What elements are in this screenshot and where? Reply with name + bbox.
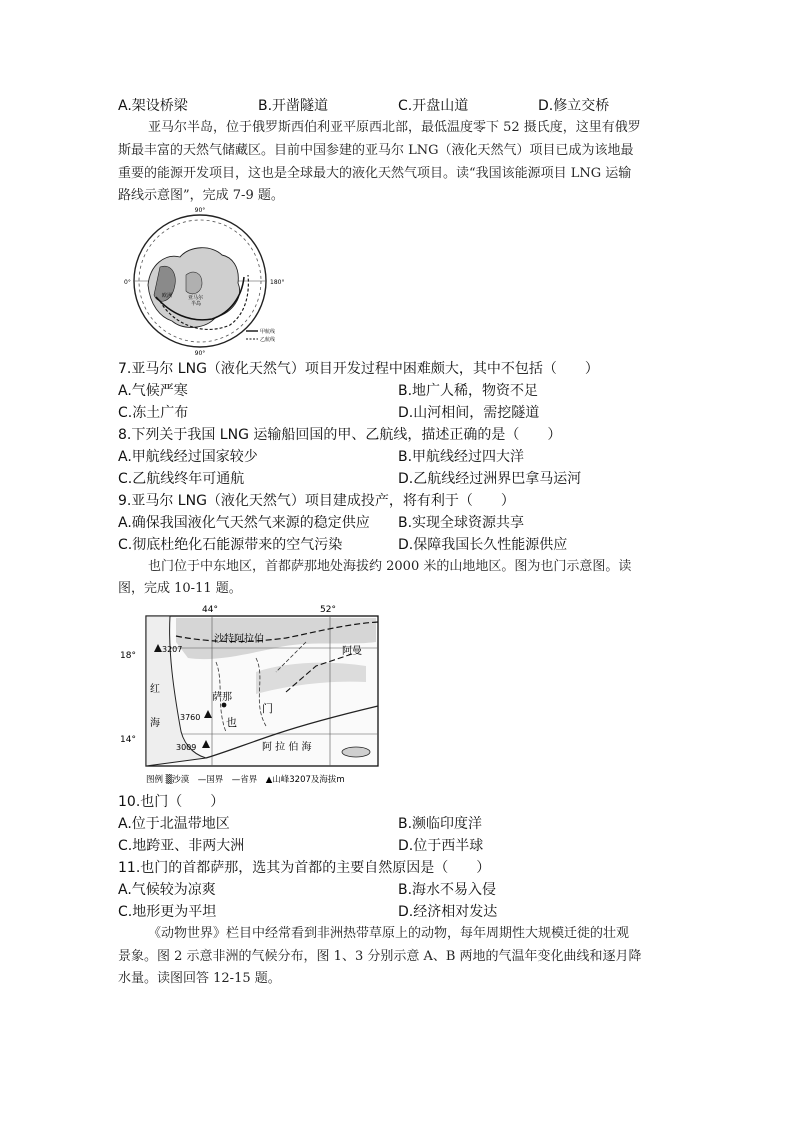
- map1-europe-label: 欧洲: [162, 293, 173, 299]
- passage-7-9-line4: 路线示意图”，完成 7-9 题。: [118, 188, 284, 203]
- map2-saudi-label: 沙特阿拉伯: [214, 634, 264, 645]
- map2-yemen-label-2: 门: [262, 702, 273, 715]
- q11-option-a: A.气候较为凉爽: [118, 882, 216, 898]
- map1-legend-b: 乙航线: [260, 337, 276, 343]
- q11-option-c: C.地形更为平坦: [118, 904, 217, 920]
- q10-stem: 10.也门（ ）: [118, 794, 225, 810]
- q10-option-d: D.位于西半球: [398, 838, 484, 854]
- map2-yemen-label-1: 也: [226, 716, 237, 729]
- lng-route-map: [120, 205, 292, 357]
- map1-legend-a: 甲航线: [260, 329, 276, 335]
- q10-option-a: A.位于北温带地区: [118, 816, 230, 832]
- q8-option-b: B.甲航线经过四大洋: [398, 449, 525, 465]
- map2-arabian-sea-label: 阿 拉 伯 海: [262, 742, 312, 753]
- passage-12-15-line1: 《动物世界》栏目中经常看到非洲热带草原上的动物，每年周期性大规模迁徙的壮观: [148, 926, 630, 941]
- map2-red-sea-label-2: 海: [150, 718, 160, 729]
- passage-12-15-line2: 景象。图 2 示意非洲的气候分布，图 1、3 分别示意 A、B 两地的气温年变化曲线和逐月降: [118, 949, 642, 964]
- map2-lat-14: 14°: [120, 735, 136, 745]
- map2-oman-label: 阿曼: [342, 646, 362, 657]
- q10-option-b: B.濒临印度洋: [398, 816, 483, 832]
- passage-12-15-line3: 水量。读图回答 12-15 题。: [118, 971, 281, 986]
- socotra-island: [342, 747, 370, 757]
- q8-option-c: C.乙航线终年可通航: [118, 471, 245, 487]
- map2-red-sea-label-1: 红: [150, 684, 160, 695]
- q6-option-a: A.架设桥梁: [118, 98, 188, 114]
- q9-option-c: C.彻底杜绝化石能源带来的空气污染: [118, 537, 343, 553]
- map2-sanaa-label: 萨那: [212, 692, 232, 703]
- q8-option-d: D.乙航线经过洲界巴拿马运河: [398, 471, 582, 487]
- q6-option-b: B.开凿隧道: [258, 98, 329, 114]
- map2-peak-3009-label: 3009: [176, 743, 197, 752]
- q10-option-c: C.地跨亚、非两大洲: [118, 838, 245, 854]
- map2-legend: 图例 ▒沙漠 —国界 —省界 ▲山峰3207及海拔m: [146, 775, 345, 785]
- map1-lon-right: 180°: [270, 279, 285, 286]
- q11-option-d: D.经济相对发达: [398, 904, 498, 920]
- map1-lon-left: 0°: [124, 279, 131, 286]
- map2-peak-3207-label: 3207: [162, 645, 183, 654]
- passage-7-9-line2: 斯最丰富的天然气储藏区。目前中国参建的亚马尔 LNG（液化天然气）项目已成为该地最: [118, 143, 634, 158]
- q7-stem: 7.亚马尔 LNG（液化天然气）项目开发过程中困难颇大，其中不包括（ ）: [118, 361, 599, 377]
- q9-option-a: A.确保我国液化气天然气来源的稳定供应: [118, 515, 370, 531]
- yemen-map: [116, 602, 396, 792]
- q9-option-b: B.实现全球资源共享: [398, 515, 525, 531]
- map2-lat-18: 18°: [120, 651, 136, 661]
- q11-option-b: B.海水不易入侵: [398, 882, 497, 898]
- map1-lat-bottom: 90°: [194, 350, 206, 357]
- q7-option-d: D.山河相间，需挖隧道: [398, 405, 540, 421]
- passage-7-9-line1: 亚马尔半岛，位于俄罗斯西伯利亚平原西北部，最低温度零下 52 摄氏度，这里有俄罗: [148, 120, 641, 135]
- q6-option-c: C.开盘山道: [398, 98, 469, 114]
- q7-option-a: A.气候严寒: [118, 383, 188, 399]
- map2-lon-52: 52°: [320, 605, 336, 615]
- map2-peak-3760-label: 3760: [180, 713, 201, 722]
- q9-option-d: D.保障我国长久性能源供应: [398, 537, 568, 553]
- passage-7-9-line3: 重要的能源开发项目，这也是全球最大的液化天然气项目。读“我国该能源项目 LNG 运输: [118, 166, 632, 181]
- map1-yamal-label-1: 亚马尔: [188, 295, 204, 301]
- q8-stem: 8.下列关于我国 LNG 运输船回国的甲、乙航线，描述正确的是（ ）: [118, 427, 562, 443]
- q8-option-a: A.甲航线经过国家较少: [118, 449, 258, 465]
- yamal-peninsula-shape: [186, 272, 202, 294]
- passage-10-11-line1: 也门位于中东地区，首都萨那地处海拔约 2000 米的山地地区。图为也门示意图。读: [148, 559, 632, 574]
- q11-stem: 11.也门的首都萨那，选其为首都的主要自然原因是（ ）: [118, 860, 491, 876]
- q7-option-c: C.冻土广布: [118, 405, 189, 421]
- q6-option-d: D.修立交桥: [538, 98, 610, 114]
- q9-stem: 9.亚马尔 LNG（液化天然气）项目建成投产，将有利于（ ）: [118, 493, 515, 509]
- map1-yamal-label-2: 半岛: [191, 301, 202, 307]
- q7-option-b: B.地广人稀，物资不足: [398, 383, 539, 399]
- map1-lat-top: 90°: [194, 207, 206, 214]
- map2-lon-44: 44°: [202, 605, 218, 615]
- passage-10-11-line2: 图，完成 10-11 题。: [118, 581, 242, 596]
- sanaa-capital-icon: [222, 703, 227, 708]
